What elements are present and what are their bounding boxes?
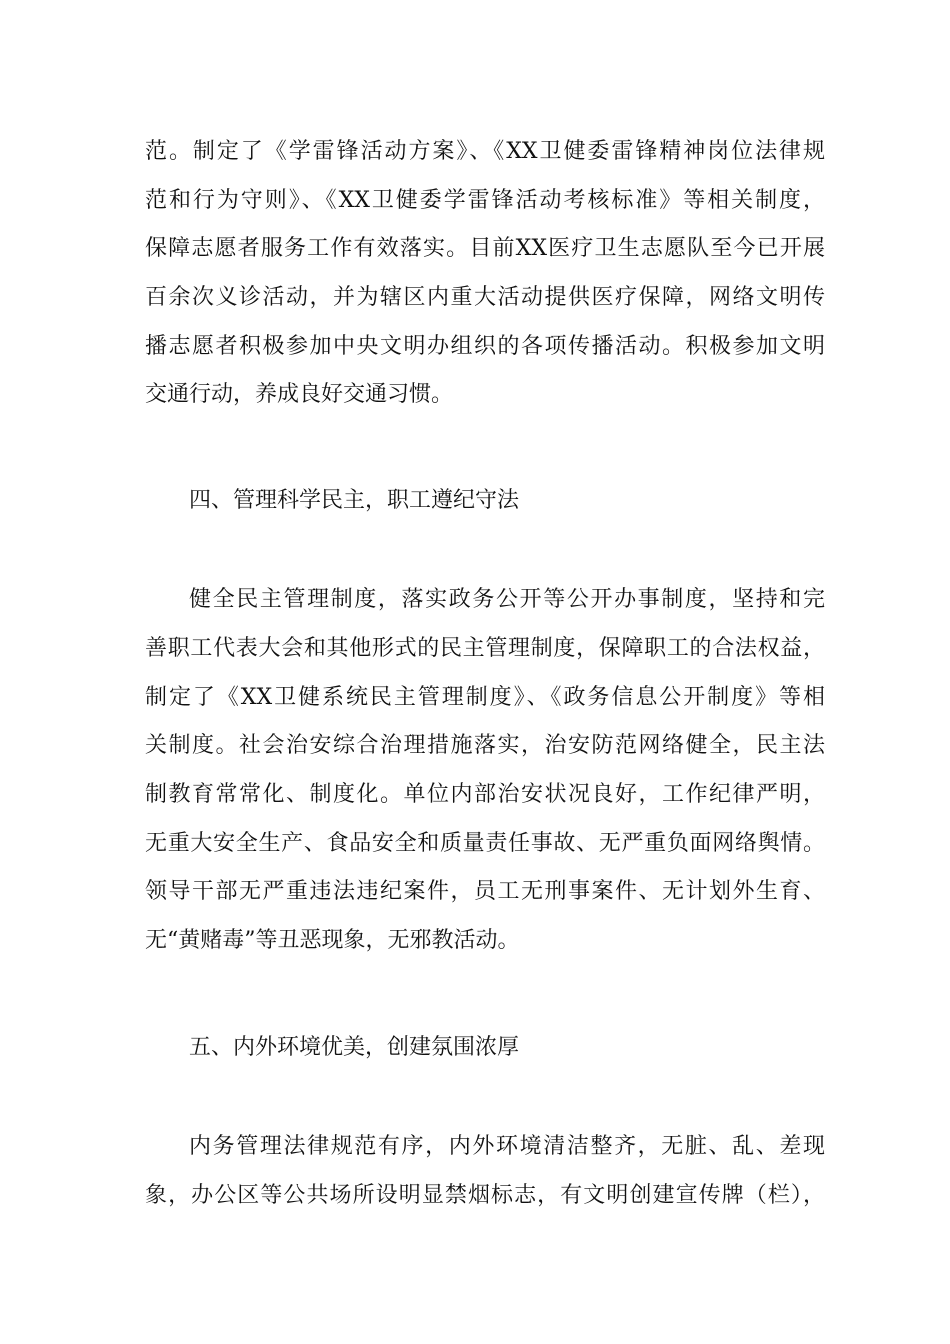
section-heading: 四、管理科学民主，职工遵纪守法 [189,488,520,513]
section-heading: 五、内外环境优美，创建氛围浓厚 [189,1035,520,1060]
paragraph-line: 交通行动，养成良好交通习惯。 [145,382,454,407]
paragraph-line: 领导干部无严重违法违纪案件，员工无刑事案件、无计划外生育、 [145,879,825,904]
paragraph-line: 播志愿者积极参加中央文明办组织的各项传播活动。积极参加文明 [145,334,825,359]
paragraph-line: 象，办公区等公共场所设明显禁烟标志，有文明创建宣传牌（栏）， [145,1183,825,1208]
paragraph-line: 范和行为守则》、《XX卫健委学雷锋活动考核标准》等相关制度， [145,188,825,213]
paragraph-line: 范。制定了《学雷锋活动方案》、《XX卫健委雷锋精神岗位法律规 [145,139,825,164]
paragraph-line: 内务管理法律规范有序，内外环境清洁整齐，无脏、乱、差现 [189,1134,825,1159]
paragraph-line: 无“黄赌毒”等丑恶现象，无邪教活动。 [145,928,520,953]
paragraph-line: 健全民主管理制度，落实政务公开等公开办事制度，坚持和完 [189,587,825,612]
paragraph-line: 善职工代表大会和其他形式的民主管理制度，保障职工的合法权益， [145,636,825,661]
paragraph-line: 百余次义诊活动，并为辖区内重大活动提供医疗保障，网络文明传 [145,285,825,310]
paragraph-line: 无重大安全生产、食品安全和质量责任事故、无严重负面网络舆情。 [145,831,825,856]
paragraph-line: 关制度。社会治安综合治理措施落实，治安防范网络健全，民主法 [145,733,825,758]
paragraph-line: 保障志愿者服务工作有效落实。目前XX医疗卫生志愿队至今已开展 [145,236,825,261]
paragraph-line: 制教育常常化、制度化。单位内部治安状况良好，工作纪律严明， [145,782,825,807]
paragraph-line: 制定了《XX卫健系统民主管理制度》、《政务信息公开制度》等相 [145,685,825,710]
